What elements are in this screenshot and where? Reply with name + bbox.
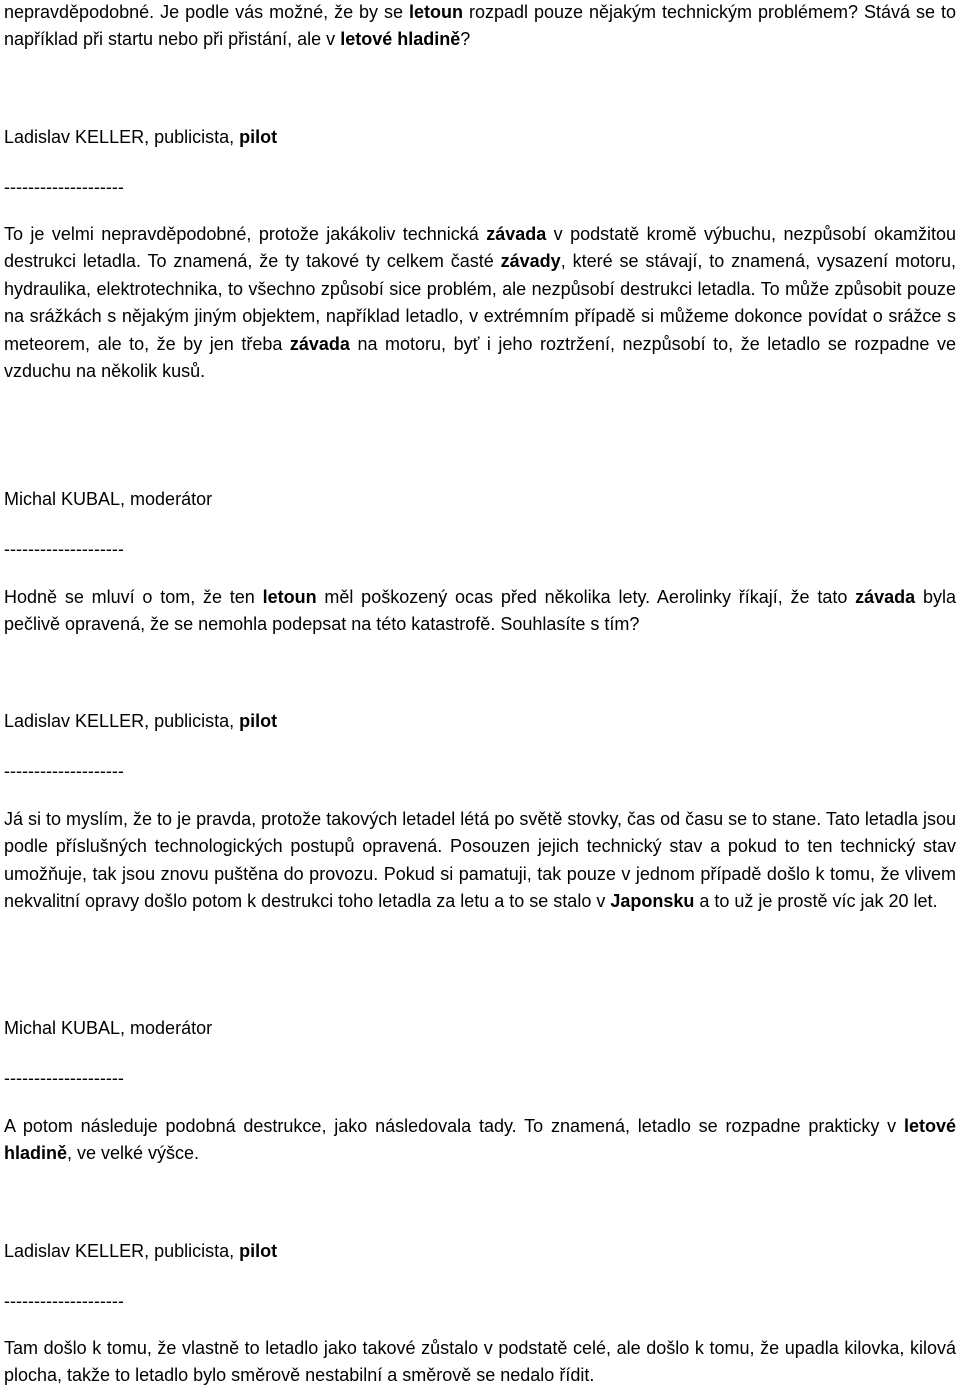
paragraph-question-ending [4, 0, 956, 54]
emphasized-term: závada [855, 587, 916, 607]
text-run: Ladislav KELLER, publicista, [4, 711, 240, 731]
text-run: To je velmi nepravděpodobné, protože jakákoliv technická [4, 224, 487, 244]
emphasized-term: Japonsku [610, 891, 695, 912]
paragraph-keller-answer [4, 806, 956, 916]
text-run: Tam došlo k tomu, že vlastně to letadlo jako takové zůstalo v podstatě celé, ale došlo k tomu, že upadla kilovka, kilová plocha, takže to letadlo bylo směrově nestabilní a směrově se nedalo řídit. [4, 1338, 956, 1386]
text-run: ? [460, 29, 471, 50]
emphasized-term: pilot [239, 1241, 278, 1261]
emphasized-term: závady [500, 251, 561, 272]
speaker-label-keller [4, 1238, 277, 1265]
emphasized-term: letové hladině [4, 1116, 956, 1164]
text-run: v podstatě kromě výbuchu, nezpůsobí okamžitou destrukci letadla. To znamená, že ty takové ty celkem časté [4, 224, 957, 272]
text-run: Michal KUBAL, moderátor [4, 489, 213, 509]
emphasized-term: pilot [239, 127, 278, 147]
text-run: nepravděpodobné. Je podle vás možné, že by se [4, 2, 410, 22]
paragraph-keller-answer [4, 1335, 956, 1390]
text-run: byla pečlivě opravená, že se nemohla podepsat na této katastrofě. Souhlasíte s tím? [4, 587, 956, 635]
emphasized-term: letoun [262, 587, 317, 607]
emphasized-term: závada [486, 224, 547, 244]
divider-line: -------------------- [4, 761, 124, 781]
divider-line: -------------------- [4, 539, 124, 559]
paragraph-kubal-remark [4, 1113, 956, 1168]
paragraph-keller-answer [4, 221, 956, 385]
text-run: na motoru, byť i jeho roztržení, nezpůsobí to, že letadlo se rozpadne ve vzduchu na několik kusů. [4, 333, 956, 382]
paragraph-kubal-question [4, 584, 956, 639]
text-run: Hodně se mluví o tom, že ten [4, 587, 263, 607]
speaker-label-kubal [4, 486, 212, 513]
emphasized-term: letové hladině [340, 29, 461, 50]
speaker-label-keller [4, 708, 277, 735]
speaker-label-kubal [4, 1015, 212, 1042]
text-run: Ladislav KELLER, publicista, [4, 1241, 240, 1261]
text-run: A potom následuje podobná destrukce, jako následovala tady. To znamená, letadlo se rozpadne prakticky v [4, 1116, 904, 1136]
text-run: Michal KUBAL, moderátor [4, 1018, 213, 1038]
speaker-label-keller [4, 124, 277, 151]
text-run: měl poškozený ocas před několika lety. Aerolinky říkají, že tato [316, 587, 856, 607]
text-run: Já si to myslím, že to je pravda, protože takových letadel létá po světě stovky, čas od času se to stane. Tato letadla jsou podle příslušných technologických postupů opravená. Posouzen jejich technický stav a pokud to ten technický stav umožňuje, tak jsou znovu puštěna do provozu. Pokud si pamatuji, tak pouze v jednom případě došlo k tomu, že vlivem nekvalitní opravy došlo potom k destrukci toho letadla za letu a to se stalo v [4, 809, 956, 912]
text-run: rozpadl pouze nějakým technickým problémem? Stává se to například při startu nebo při přistání, ale v [4, 2, 956, 50]
emphasized-term: závada [289, 333, 350, 354]
text-run: , které se stávají, to znamená, vysazení motoru, hydraulika, elektrotechnika, to všechno způsobí sice problém, ale nezpůsobí destrukci letadla. To může způsobit pouze na srážkách s nějakým jiným objektem, například letadlo, v extrémním případě si můžeme dokonce povídat o srážce s meteorem, ale to, že by jen třeba [4, 251, 956, 354]
emphasized-term: letoun [409, 2, 464, 22]
divider-line: -------------------- [4, 1068, 124, 1088]
text-run: a to už je prostě víc jak 20 let. [694, 891, 938, 912]
text-run: , ve velké výšce. [67, 1143, 200, 1164]
emphasized-term: pilot [239, 711, 278, 731]
divider-line: -------------------- [4, 177, 124, 197]
divider-line: -------------------- [4, 1291, 124, 1311]
text-run: Ladislav KELLER, publicista, [4, 127, 240, 147]
